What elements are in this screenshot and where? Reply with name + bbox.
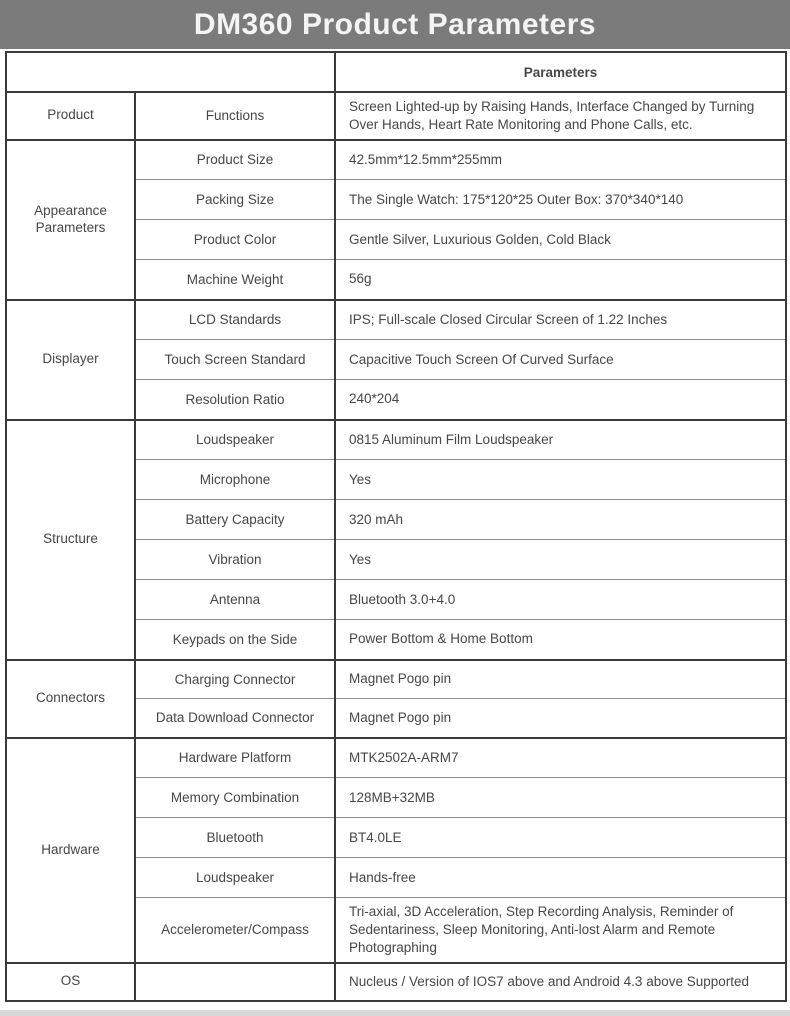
- category-cell-structure: Structure: [6, 420, 135, 660]
- param-value: 320 mAh: [335, 500, 786, 540]
- param-value: Power Bottom & Home Bottom: [335, 620, 786, 660]
- param-value: Hands-free: [335, 858, 786, 898]
- category-cell-displayer: Displayer: [6, 300, 135, 420]
- param-label: [135, 963, 335, 1001]
- param-label: Loudspeaker: [135, 420, 335, 460]
- table-header-row: [6, 52, 786, 92]
- category-cell-appearance-parameters: Appearance Parameters: [6, 140, 135, 300]
- category-cell-os: OS: [6, 963, 135, 1001]
- table-row: [6, 738, 786, 778]
- param-value: IPS; Full-scale Closed Circular Screen of 1.22 Inches: [335, 300, 786, 340]
- table-row: [6, 140, 786, 180]
- param-value: The Single Watch: 175*120*25 Outer Box: 370*340*140: [335, 180, 786, 220]
- param-label: Touch Screen Standard: [135, 340, 335, 380]
- param-label: Hardware Platform: [135, 738, 335, 778]
- param-label: Keypads on the Side: [135, 620, 335, 660]
- param-label: Data Download Connector: [135, 699, 335, 738]
- table-row: [6, 660, 786, 699]
- product-parameters-table: [5, 51, 787, 1002]
- table-row: [6, 300, 786, 340]
- param-label: Antenna: [135, 580, 335, 620]
- param-value: 240*204: [335, 380, 786, 420]
- table-row: [6, 963, 786, 1001]
- param-value: BT4.0LE: [335, 818, 786, 858]
- param-value: Yes: [335, 460, 786, 500]
- param-value: 0815 Aluminum Film Loudspeaker: [335, 420, 786, 460]
- table-row: [6, 92, 786, 140]
- param-label: Resolution Ratio: [135, 380, 335, 420]
- param-label: Product Color: [135, 220, 335, 260]
- param-value: MTK2502A-ARM7: [335, 738, 786, 778]
- param-value: Screen Lighted-up by Raising Hands, Interface Changed by Turning Over Hands, Heart Rate Monitoring and Phone Calls, etc.: [335, 92, 786, 140]
- param-value: 128MB+32MB: [335, 778, 786, 818]
- param-value: 42.5mm*12.5mm*255mm: [335, 140, 786, 180]
- param-value: Gentle Silver, Luxurious Golden, Cold Black: [335, 220, 786, 260]
- category-cell-connectors: Connectors: [6, 660, 135, 738]
- table-row: [6, 420, 786, 460]
- param-label: Packing Size: [135, 180, 335, 220]
- param-value: Capacitive Touch Screen Of Curved Surface: [335, 340, 786, 380]
- param-value: Yes: [335, 540, 786, 580]
- param-value: Magnet Pogo pin: [335, 699, 786, 738]
- bottom-edge-strip: [0, 1010, 790, 1016]
- category-cell-hardware: Hardware: [6, 738, 135, 963]
- param-label: Accelerometer/Compass: [135, 898, 335, 963]
- param-value: 56g: [335, 260, 786, 300]
- param-value: Magnet Pogo pin: [335, 660, 786, 699]
- page-title: DM360 Product Parameters: [0, 0, 790, 49]
- param-label: Microphone: [135, 460, 335, 500]
- param-label: Machine Weight: [135, 260, 335, 300]
- param-label: Product Size: [135, 140, 335, 180]
- param-value: Nucleus / Version of IOS7 above and Android 4.3 above Supported: [335, 963, 786, 1001]
- param-label: Bluetooth: [135, 818, 335, 858]
- param-label: LCD Standards: [135, 300, 335, 340]
- param-label: Loudspeaker: [135, 858, 335, 898]
- parameters-column-header: Parameters: [335, 52, 786, 92]
- param-label: Functions: [135, 92, 335, 140]
- param-value: Tri-axial, 3D Acceleration, Step Recording Analysis, Reminder of Sedentariness, Sleep Monitoring, Anti-lost Alarm and Remote Photographing: [335, 898, 786, 963]
- param-label: Charging Connector: [135, 660, 335, 699]
- param-label: Battery Capacity: [135, 500, 335, 540]
- category-cell-product: Product: [6, 92, 135, 140]
- param-label: Vibration: [135, 540, 335, 580]
- param-value: Bluetooth 3.0+4.0: [335, 580, 786, 620]
- table-corner-cell: [6, 52, 335, 92]
- param-label: Memory Combination: [135, 778, 335, 818]
